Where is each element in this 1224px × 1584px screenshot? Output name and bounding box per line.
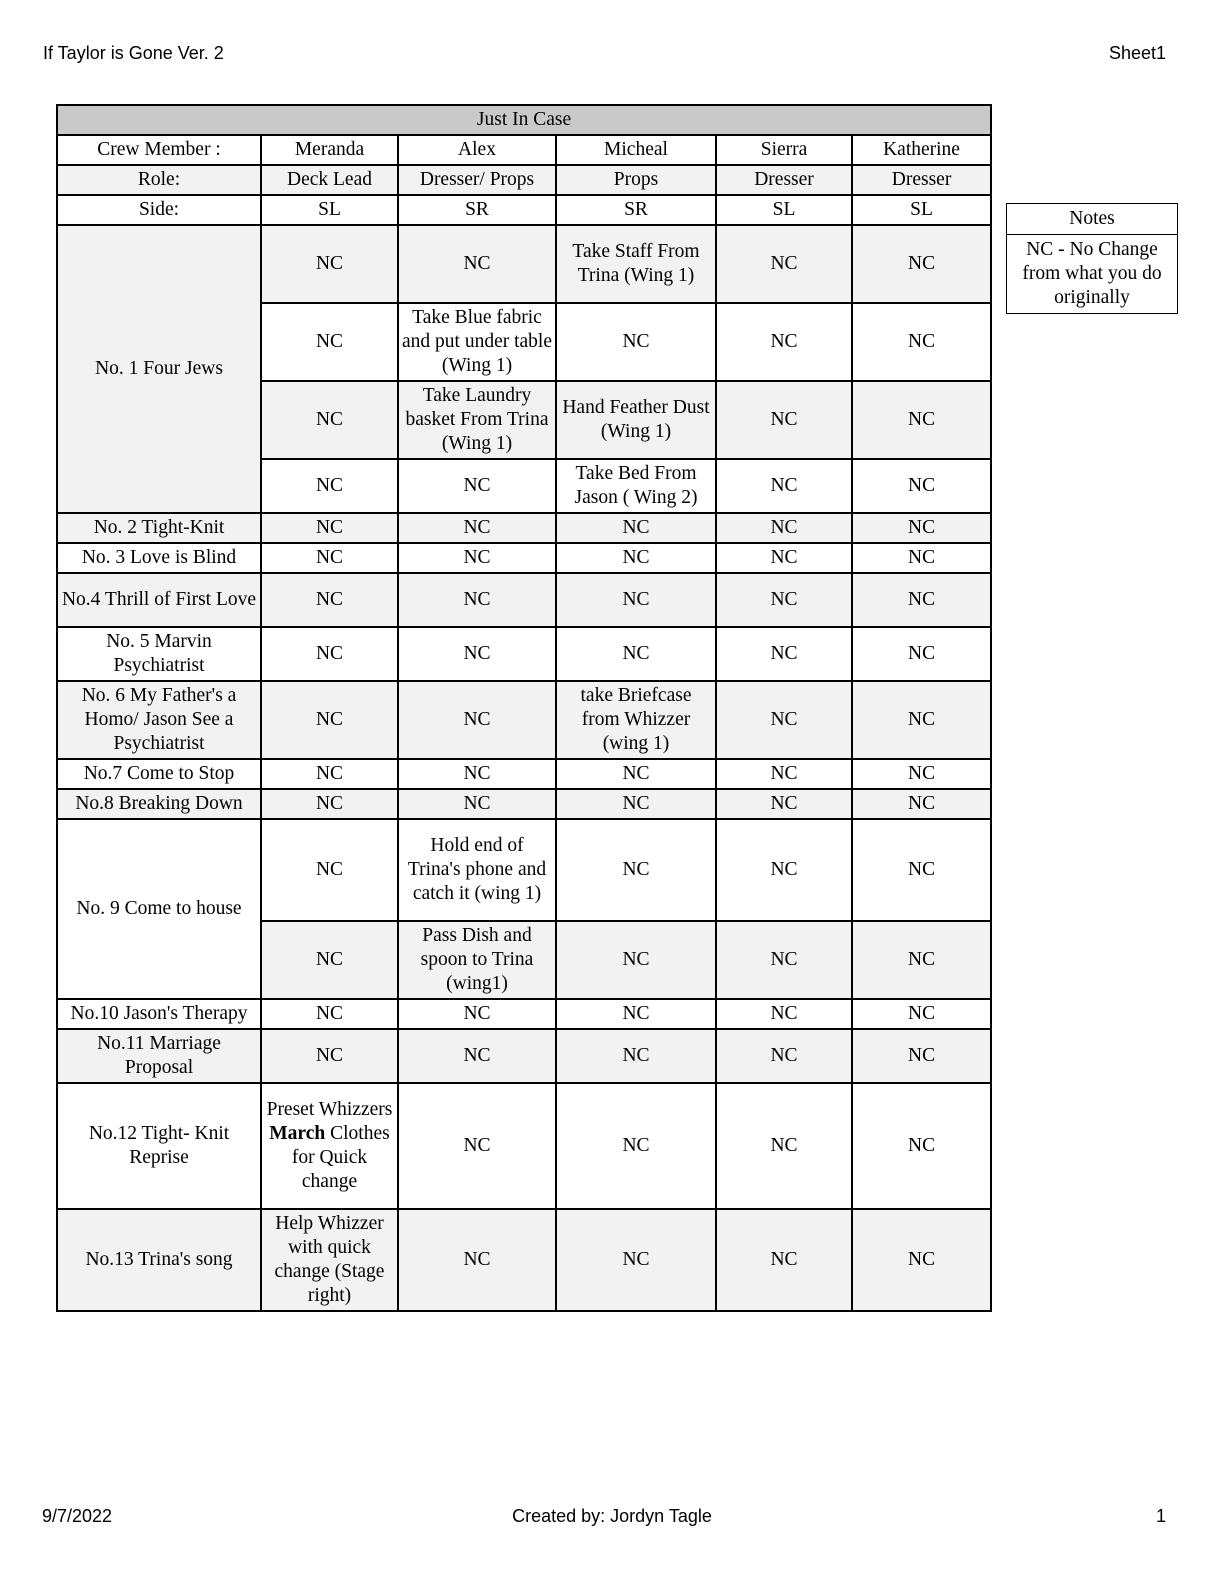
page-title: If Taylor is Gone Ver. 2 xyxy=(43,43,224,63)
table-row xyxy=(57,1029,991,1083)
crew-role: Props xyxy=(556,165,716,195)
crew-name: Micheal xyxy=(556,135,716,165)
cue-cell: NC xyxy=(716,819,852,921)
cue-cell: NC xyxy=(852,921,991,999)
cue-cell: NC xyxy=(852,819,991,921)
cue-cell: NC xyxy=(398,573,556,627)
cue-cell: NC xyxy=(398,999,556,1029)
table-row xyxy=(57,999,991,1029)
cue-cell: NC xyxy=(716,759,852,789)
crew-role: Deck Lead xyxy=(261,165,398,195)
notes-box xyxy=(1006,203,1178,314)
cue-cell: NC xyxy=(556,999,716,1029)
cue-cell: Take Bed From Jason ( Wing 2) xyxy=(556,459,716,513)
cue-cell: NC xyxy=(261,381,398,459)
cue-cell: NC xyxy=(852,459,991,513)
cue-text-bold: March xyxy=(269,1123,326,1144)
cue-cell: NC xyxy=(398,1209,556,1311)
song-title: No.10 Jason's Therapy xyxy=(57,999,261,1029)
cue-cell: NC xyxy=(716,789,852,819)
crew-side: SL xyxy=(852,195,991,225)
cue-cell: NC xyxy=(852,1083,991,1209)
cue-cell: Take Laundry basket From Trina (Wing 1) xyxy=(398,381,556,459)
cue-cell: NC xyxy=(556,303,716,381)
cue-cell: NC xyxy=(556,1083,716,1209)
cue-cell: NC xyxy=(852,225,991,303)
cue-cell: NC xyxy=(261,999,398,1029)
cue-cell: NC xyxy=(852,303,991,381)
cue-text: Preset Whizzers xyxy=(266,1099,393,1120)
cue-cell: NC xyxy=(716,225,852,303)
cue-cell: NC xyxy=(398,627,556,681)
cue-cell: Pass Dish and spoon to Trina (wing1) xyxy=(398,921,556,999)
crew-name: Meranda xyxy=(261,135,398,165)
created-by: Created by: Jordyn Tagle xyxy=(512,1506,712,1526)
cue-cell: NC xyxy=(261,819,398,921)
crew-side: SL xyxy=(716,195,852,225)
cue-cell: NC xyxy=(716,459,852,513)
cue-cell: NC xyxy=(716,681,852,759)
sheet-name: Sheet1 xyxy=(1108,43,1166,63)
table-row xyxy=(57,789,991,819)
cue-cell: NC xyxy=(716,1083,852,1209)
cue-cell: NC xyxy=(398,459,556,513)
cue-cell: NC xyxy=(556,789,716,819)
cue-cell: NC xyxy=(852,681,991,759)
table-row xyxy=(57,1083,991,1209)
crew-name: Alex xyxy=(398,135,556,165)
table-row xyxy=(57,627,991,681)
cue-cell: NC xyxy=(852,381,991,459)
cue-cell: NC xyxy=(556,921,716,999)
cue-cell: NC xyxy=(261,789,398,819)
cue-cell: NC xyxy=(556,543,716,573)
cue-cell: NC xyxy=(716,513,852,543)
cue-cell: NC xyxy=(852,627,991,681)
cue-cell: NC xyxy=(556,759,716,789)
cue-cell: NC xyxy=(556,1029,716,1083)
notes-body: NC - No Change from what you do originally xyxy=(1007,235,1178,314)
role-label: Role: xyxy=(57,165,261,195)
cue-cell: NC xyxy=(261,921,398,999)
cue-cell: NC xyxy=(716,573,852,627)
table-row xyxy=(57,225,991,303)
cue-cell: NC xyxy=(556,627,716,681)
cue-cell: NC xyxy=(261,513,398,543)
side-label: Side: xyxy=(57,195,261,225)
cue-cell: NC xyxy=(261,1029,398,1083)
cue-cell: NC xyxy=(398,1083,556,1209)
cue-text: Clothes for Quick change xyxy=(291,1123,390,1192)
cue-cell: take Briefcase from Whizzer (wing 1) xyxy=(556,681,716,759)
song-title: No. 2 Tight-Knit xyxy=(57,513,261,543)
table-row xyxy=(57,543,991,573)
crew-side: SL xyxy=(261,195,398,225)
table-row xyxy=(57,513,991,543)
cue-cell: NC xyxy=(261,459,398,513)
table-row xyxy=(57,573,991,627)
song-title: No.13 Trina's song xyxy=(57,1209,261,1311)
cue-cell: NC xyxy=(556,513,716,543)
cue-cell: NC xyxy=(716,543,852,573)
table-row xyxy=(57,819,991,921)
cue-cell: NC xyxy=(852,513,991,543)
song-title: No. 6 My Father's a Homo/ Jason See a Psychiatrist xyxy=(57,681,261,759)
cue-cell: NC xyxy=(852,1209,991,1311)
cue-cell: NC xyxy=(716,1029,852,1083)
cue-cell: NC xyxy=(716,627,852,681)
cue-cell: Help Whizzer with quick change (Stage right) xyxy=(261,1209,398,1311)
crew-role: Dresser/ Props xyxy=(398,165,556,195)
cue-cell: NC xyxy=(398,681,556,759)
cue-cell: NC xyxy=(261,225,398,303)
cue-cell: NC xyxy=(852,573,991,627)
cue-cell: NC xyxy=(852,1029,991,1083)
song-title: No.12 Tight- Knit Reprise xyxy=(57,1083,261,1209)
crew-side: SR xyxy=(398,195,556,225)
crew-side: SR xyxy=(556,195,716,225)
cue-cell: NC xyxy=(261,543,398,573)
crew-role: Dresser xyxy=(716,165,852,195)
cue-cell: NC xyxy=(716,1209,852,1311)
cue-cell: NC xyxy=(261,759,398,789)
cue-cell: NC xyxy=(398,789,556,819)
cue-cell xyxy=(261,1083,398,1209)
cue-cell: NC xyxy=(716,303,852,381)
cue-cell: Take Staff From Trina (Wing 1) xyxy=(556,225,716,303)
cue-cell: NC xyxy=(852,543,991,573)
print-date: 9/7/2022 xyxy=(42,1506,113,1526)
cue-cell: Take Blue fabric and put under table (Wing 1) xyxy=(398,303,556,381)
cue-cell: NC xyxy=(556,1209,716,1311)
table-row xyxy=(57,759,991,789)
table-title: Just In Case xyxy=(57,105,991,135)
cue-cell: NC xyxy=(852,999,991,1029)
song-title: No. 3 Love is Blind xyxy=(57,543,261,573)
song-title: No. 9 Come to house xyxy=(57,819,261,999)
cue-cell: NC xyxy=(398,513,556,543)
cue-cell: NC xyxy=(398,759,556,789)
cue-cell: NC xyxy=(261,627,398,681)
notes-header: Notes xyxy=(1007,204,1178,235)
song-title: No.7 Come to Stop xyxy=(57,759,261,789)
cue-cell: NC xyxy=(716,921,852,999)
cue-cell: Hand Feather Dust (Wing 1) xyxy=(556,381,716,459)
song-title: No.4 Thrill of First Love xyxy=(57,573,261,627)
cue-cell: Hold end of Trina's phone and catch it (wing 1) xyxy=(398,819,556,921)
crew-role: Dresser xyxy=(852,165,991,195)
crew-cue-table xyxy=(56,104,992,1312)
song-title: No. 5 Marvin Psychiatrist xyxy=(57,627,261,681)
cue-cell: NC xyxy=(556,573,716,627)
cue-cell: NC xyxy=(852,759,991,789)
song-title: No.11 Marriage Proposal xyxy=(57,1029,261,1083)
cue-cell: NC xyxy=(261,681,398,759)
cue-cell: NC xyxy=(261,303,398,381)
cue-cell: NC xyxy=(398,225,556,303)
cue-cell: NC xyxy=(716,999,852,1029)
crew-name: Katherine xyxy=(852,135,991,165)
page-number: 1 xyxy=(1155,1506,1166,1526)
cue-cell: NC xyxy=(261,573,398,627)
crew-name: Sierra xyxy=(716,135,852,165)
cue-cell: NC xyxy=(398,1029,556,1083)
cue-cell: NC xyxy=(716,381,852,459)
cue-cell: NC xyxy=(398,543,556,573)
song-title: No.8 Breaking Down xyxy=(57,789,261,819)
table-row xyxy=(57,1209,991,1311)
song-title: No. 1 Four Jews xyxy=(57,225,261,513)
crew-member-label: Crew Member : xyxy=(57,135,261,165)
cue-cell: NC xyxy=(852,789,991,819)
cue-cell: NC xyxy=(556,819,716,921)
table-row xyxy=(57,681,991,759)
